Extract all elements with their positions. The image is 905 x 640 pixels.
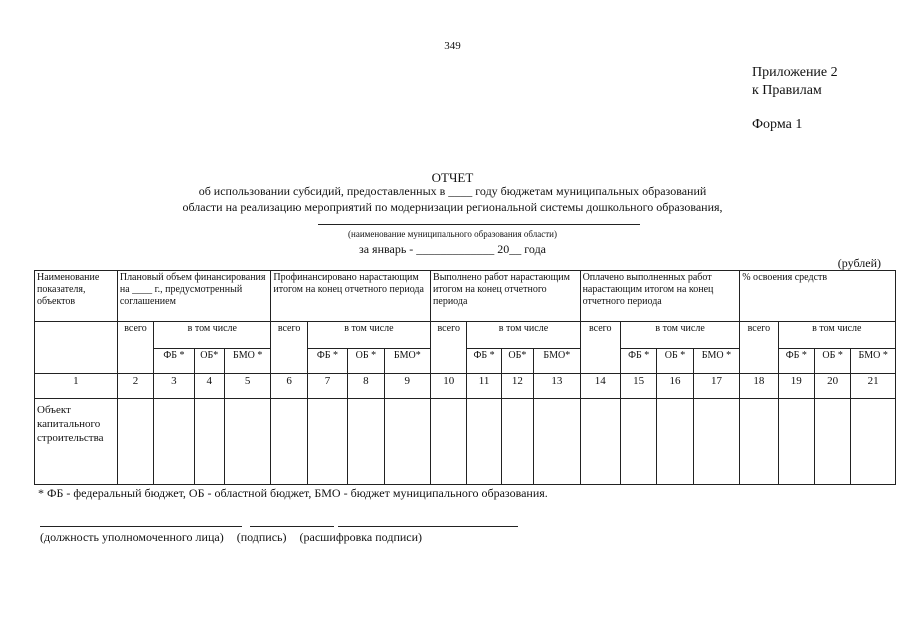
data-cell[interactable]: [620, 399, 656, 485]
col-header-name-spacer: [35, 322, 118, 374]
position-signature-line[interactable]: [40, 526, 242, 527]
column-number: 7: [307, 374, 347, 399]
incl-header: в том числе: [620, 322, 739, 349]
ob-header: ОБ *: [814, 349, 850, 374]
group-header-financed: Профинансировано нарастающим итогом на конец отчетного периода: [271, 271, 431, 322]
group-header-percent: % освоения средств: [740, 271, 896, 322]
ob-header: ОБ*: [501, 349, 533, 374]
bmo-header: БМО *: [693, 349, 740, 374]
form-label: Форма 1: [752, 117, 803, 132]
incl-header: в том числе: [154, 322, 271, 349]
fb-header: ФБ *: [154, 349, 194, 374]
decode-label: (расшифровка подписи): [299, 530, 423, 544]
col-header-name: Наименование показателя, объектов: [35, 271, 118, 322]
report-subtitle-line2: области на реализацию мероприятий по модернизации региональной системы дошкольного образования,: [182, 200, 723, 214]
column-number: 16: [657, 374, 693, 399]
data-cell[interactable]: [154, 399, 194, 485]
data-cell[interactable]: [693, 399, 740, 485]
column-number: 8: [348, 374, 384, 399]
column-number: 9: [384, 374, 431, 399]
column-number: 11: [467, 374, 501, 399]
incl-header: в том числе: [307, 322, 430, 349]
report-table: [34, 270, 896, 485]
column-number: 19: [778, 374, 814, 399]
total-header: всего: [271, 322, 307, 374]
municipality-name-caption: (наименование муниципального образования области): [348, 229, 557, 239]
report-subtitle-line1: об использовании субсидий, предоставленных в ____ году бюджетам муниципальных образований: [198, 184, 707, 198]
data-cell[interactable]: [194, 399, 224, 485]
object-row-label: Объект капитального строительства: [35, 399, 118, 485]
column-number: 4: [194, 374, 224, 399]
total-header: всего: [740, 322, 778, 374]
municipality-name-line[interactable]: [318, 224, 640, 225]
data-cell[interactable]: [814, 399, 850, 485]
bmo-header: БМО *: [851, 349, 896, 374]
data-cell[interactable]: [740, 399, 778, 485]
signature-labels: [40, 530, 432, 545]
data-cell[interactable]: [224, 399, 271, 485]
appendix-label: [752, 64, 838, 100]
group-header-completed: Выполнено работ нарастающим итогом на конец отчетного периода: [431, 271, 581, 322]
data-cell[interactable]: [348, 399, 384, 485]
footnote: * ФБ - федеральный бюджет, ОБ - областной бюджет, БМО - бюджет муниципального образования.: [38, 486, 548, 500]
data-cell[interactable]: [384, 399, 431, 485]
incl-header: в том числе: [778, 322, 895, 349]
data-cell[interactable]: [657, 399, 693, 485]
report-period: за январь - _____________ 20__ года: [358, 242, 547, 256]
incl-header: в том числе: [467, 322, 580, 349]
page-number: 349: [444, 40, 461, 52]
group-header-planned: Плановый объем финансирования на ____ г., предусмотренный соглашением: [117, 271, 271, 322]
column-number: 1: [35, 374, 118, 399]
column-number: 15: [620, 374, 656, 399]
column-number: 3: [154, 374, 194, 399]
data-cell[interactable]: [534, 399, 581, 485]
column-number: 10: [431, 374, 467, 399]
column-number: 17: [693, 374, 740, 399]
report-title: ОТЧЕТ: [431, 170, 474, 185]
appendix-line2: к Правилам: [752, 83, 822, 98]
fb-header: ФБ *: [467, 349, 501, 374]
bmo-header: БМО *: [224, 349, 271, 374]
fb-header: ФБ *: [620, 349, 656, 374]
column-number: 14: [580, 374, 620, 399]
data-cell[interactable]: [431, 399, 467, 485]
fb-header: ФБ *: [307, 349, 347, 374]
data-cell[interactable]: [778, 399, 814, 485]
ob-header: ОБ *: [657, 349, 693, 374]
data-cell[interactable]: [501, 399, 533, 485]
data-cell[interactable]: [580, 399, 620, 485]
data-cell[interactable]: [307, 399, 347, 485]
units-label: (рублей): [837, 256, 881, 270]
total-header: всего: [580, 322, 620, 374]
position-label: (должность уполномоченного лица): [40, 530, 224, 544]
column-number: 20: [814, 374, 850, 399]
data-cell[interactable]: [117, 399, 153, 485]
column-number: 2: [117, 374, 153, 399]
total-header: всего: [117, 322, 153, 374]
column-number: 12: [501, 374, 533, 399]
bmo-header: БМО*: [384, 349, 431, 374]
bmo-header: БМО*: [534, 349, 581, 374]
data-cell[interactable]: [851, 399, 896, 485]
group-header-paid: Оплачено выполненных работ нарастающим итогом на конец отчетного периода: [580, 271, 740, 322]
total-header: всего: [431, 322, 467, 374]
data-cell[interactable]: [271, 399, 307, 485]
column-number: 6: [271, 374, 307, 399]
ob-header: ОБ *: [348, 349, 384, 374]
ob-header: ОБ*: [194, 349, 224, 374]
column-number: 13: [534, 374, 581, 399]
data-cell[interactable]: [467, 399, 501, 485]
sign-signature-line[interactable]: [250, 526, 334, 527]
column-number: 21: [851, 374, 896, 399]
column-number: 18: [740, 374, 778, 399]
decode-signature-line[interactable]: [338, 526, 518, 527]
column-number: 5: [224, 374, 271, 399]
fb-header: ФБ *: [778, 349, 814, 374]
appendix-line1: Приложение 2: [752, 65, 838, 80]
sign-label: (подпись): [236, 530, 287, 544]
